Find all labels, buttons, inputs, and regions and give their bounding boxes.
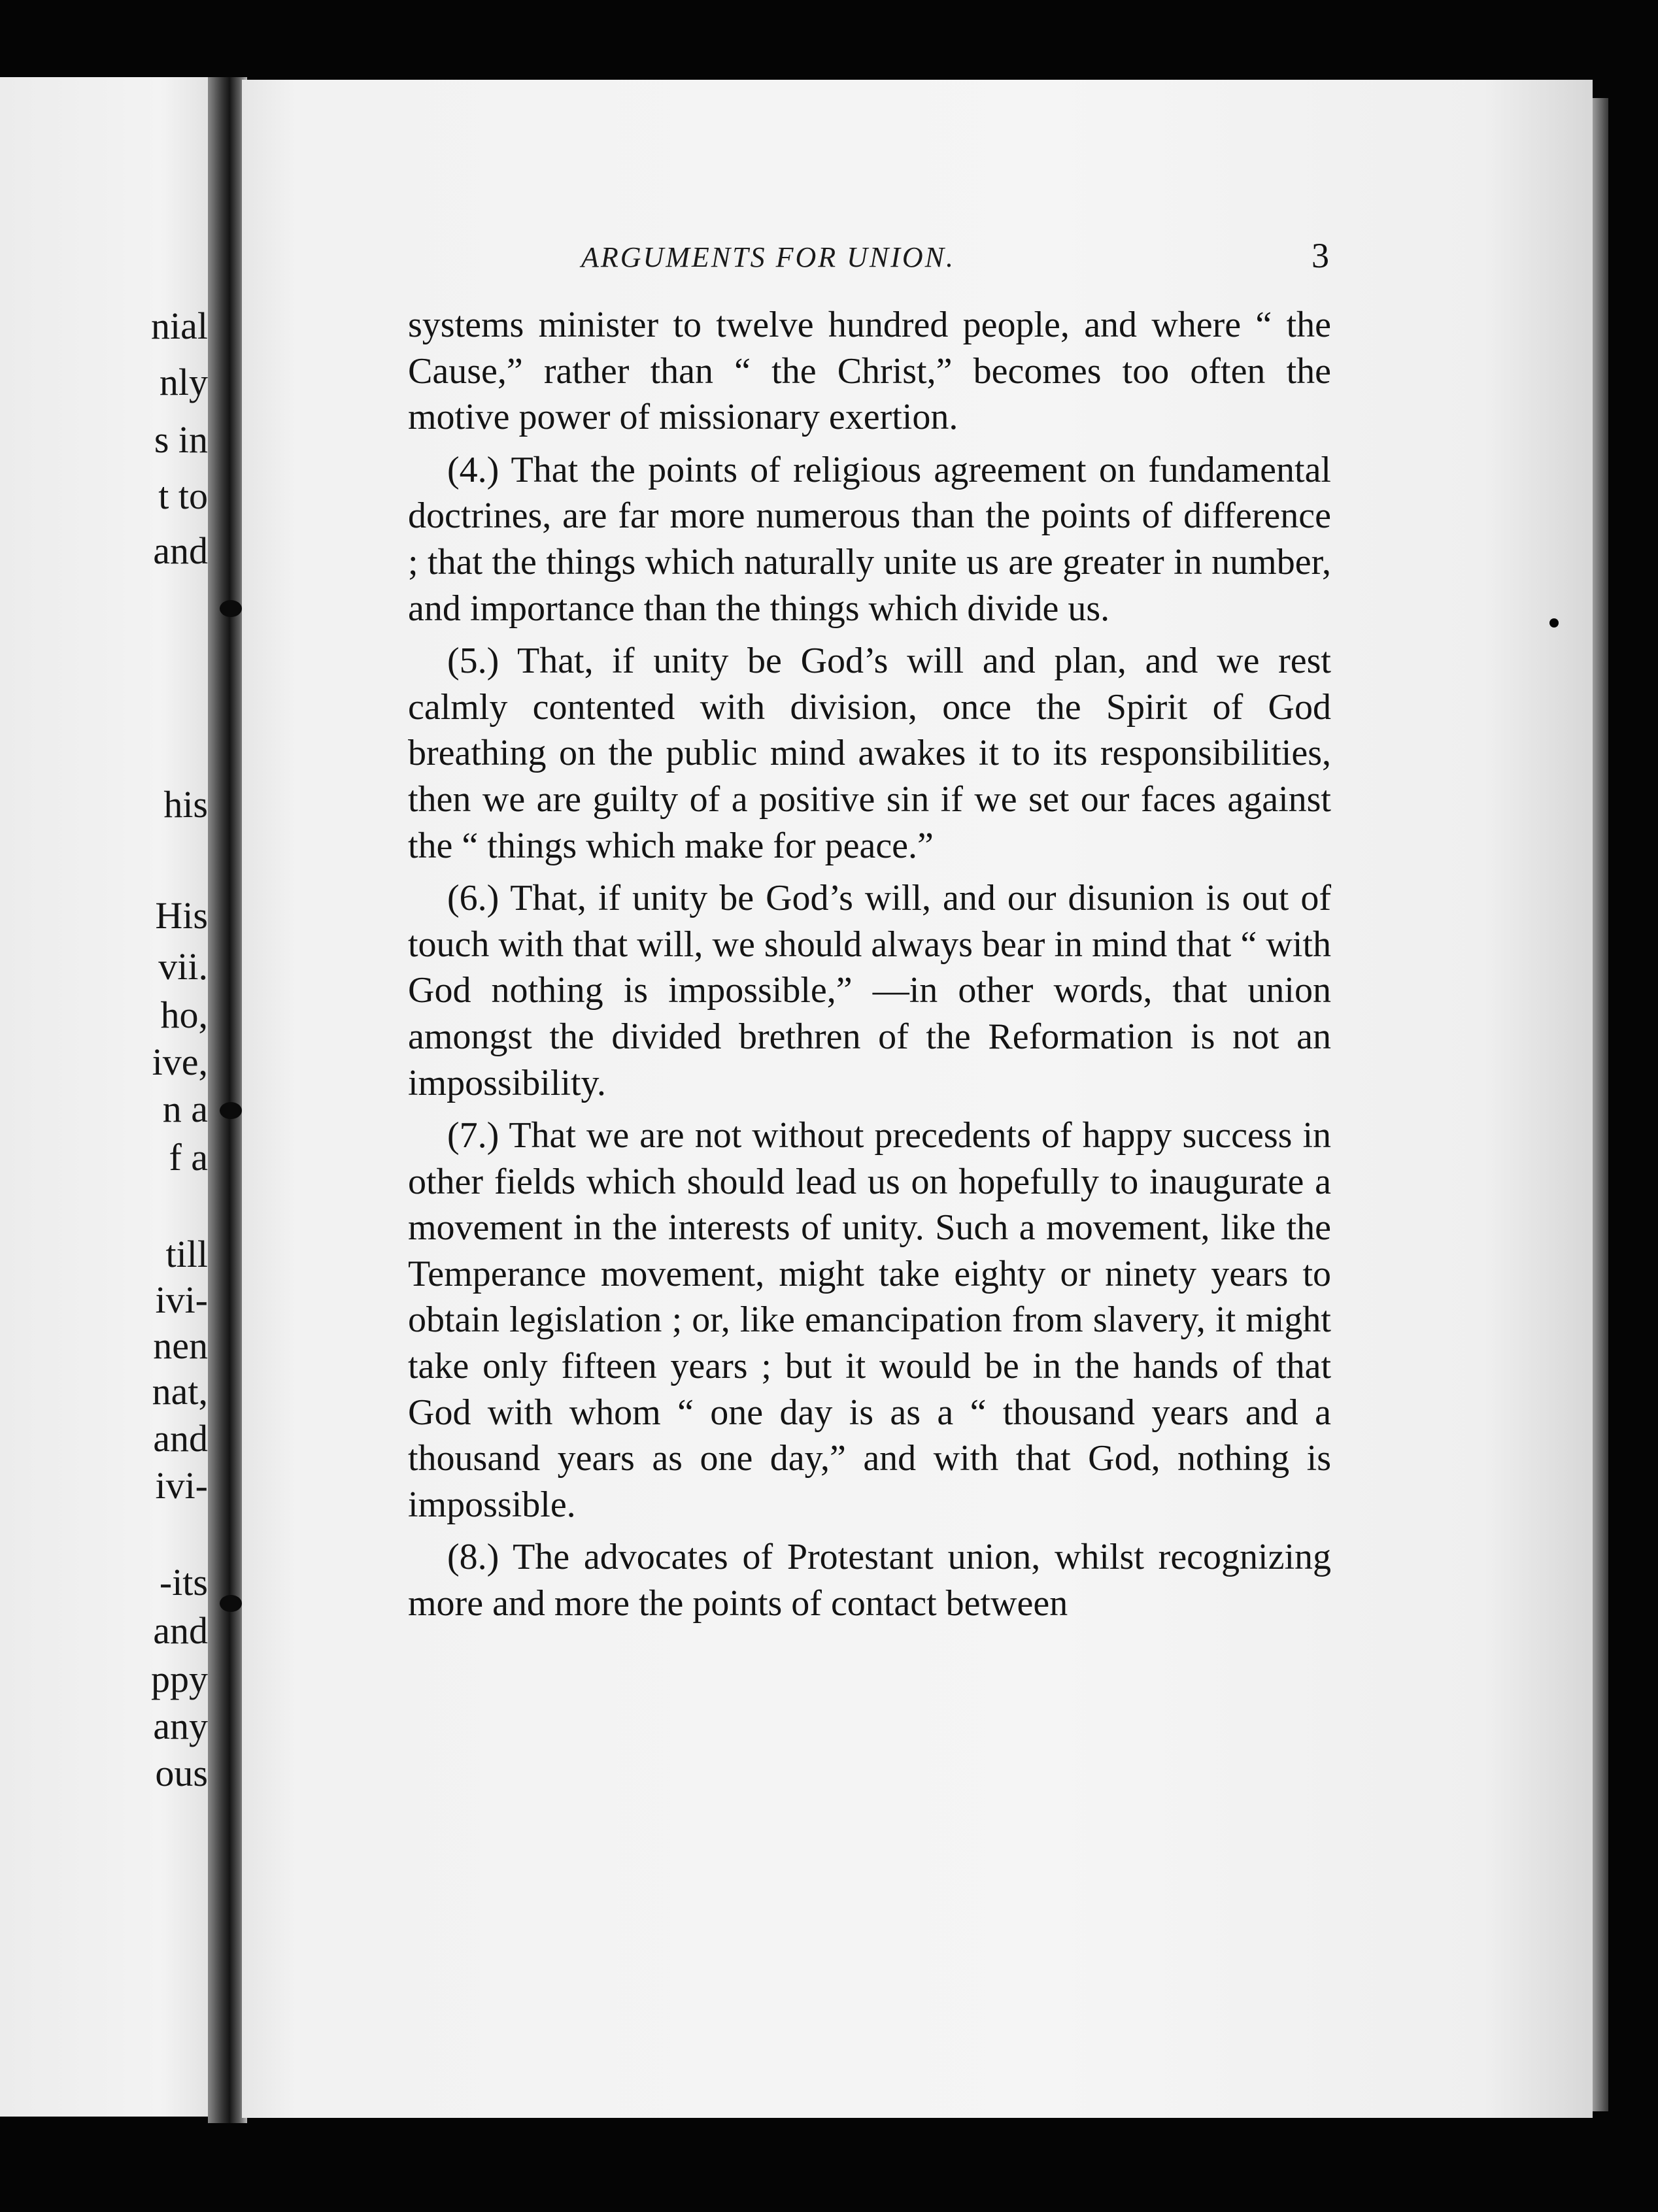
left-page-fragment: His <box>155 894 208 937</box>
left-page-fragment: ho, <box>160 994 208 1036</box>
running-head: ARGUMENTS FOR UNION. <box>581 241 956 273</box>
binding-stitch <box>220 600 242 617</box>
left-page <box>0 77 230 2117</box>
left-page-fragment: and <box>153 529 208 572</box>
paragraph: (5.) That, if unity be God’s will and plan, and we rest calmly contented with division, once the Spirit of God breathing on the public mind awakes it to its responsibilities, then we are guilty of a positive sin if we set our faces against the “ things which make for peace.” <box>408 641 1331 866</box>
paragraph: systems minister to twelve hundred people, and where “ the Cause,” rather than “ the Christ,” becomes too often the motive power of missionary exertion. <box>408 305 1331 438</box>
binding-stitch <box>220 1595 242 1612</box>
paragraph: (4.) That the points of religious agreement on fundamental doctrines, are far more numerous than the points of difference ; that the things which naturally unite us are greater in number, and importance than the things which divide us. <box>408 449 1331 629</box>
left-page-fragment: s in <box>154 418 208 461</box>
ink-speck <box>1549 618 1559 628</box>
paragraph: (6.) That, if unity be God’s will, and our disunion is out of touch with that will, we should always bear in mind that “ with God nothing is impossible,” —in other words, that union amongst the divided brethren of the Reformation is not an impossibility. <box>408 878 1331 1103</box>
paragraph: (7.) That we are not without precedents of happy success in other fields which should lead us on hopefully to inaugurate a movement in the interests of unity. Such a movement, like the Temperance movement, might take eighty or ninety years to obtain legislation ; or, like emancipation from slavery, it might take only fifteen years ; but it would be in the hands of that God with whom “ one day is as a “ thousand years and a thousand years as one day,” and with that God, nothing is impossible. <box>408 1115 1331 1525</box>
left-page-fragment: t to <box>158 475 208 517</box>
left-page-fragment: n a <box>162 1088 208 1130</box>
left-page-fragment: any <box>153 1705 208 1747</box>
body-text <box>408 302 1331 1634</box>
left-page-fragment: nat, <box>152 1370 208 1413</box>
left-page-fragment: nly <box>159 361 208 403</box>
left-page-fragment: nial <box>151 305 208 347</box>
left-page-fragment: his <box>163 783 208 826</box>
left-page-fragment: and <box>153 1609 208 1652</box>
left-page-fragment: f a <box>169 1136 208 1179</box>
left-page-fragment: till <box>165 1233 208 1275</box>
paragraph: (8.) The advocates of Protestant union, whilst recognizing more and more the points of contact between <box>408 1537 1331 1624</box>
left-page-fragment: vii. <box>158 945 208 988</box>
left-page-fragment: nen <box>153 1324 208 1367</box>
left-page-fragment: ive, <box>152 1041 208 1083</box>
page-edge <box>1593 98 1608 2111</box>
binding-stitch <box>220 1102 242 1119</box>
left-page-fragment: ivi- <box>155 1464 208 1507</box>
left-page-text-fragments <box>129 77 208 2117</box>
left-page-fragment: ivi- <box>155 1279 208 1321</box>
left-page-fragment: -its <box>159 1561 208 1603</box>
page-number: 3 <box>1311 236 1329 275</box>
left-page-fragment: and <box>153 1417 208 1460</box>
left-page-fragment: ous <box>155 1752 208 1794</box>
book-gutter <box>208 77 247 2123</box>
left-page-fragment: ppy <box>151 1658 208 1700</box>
